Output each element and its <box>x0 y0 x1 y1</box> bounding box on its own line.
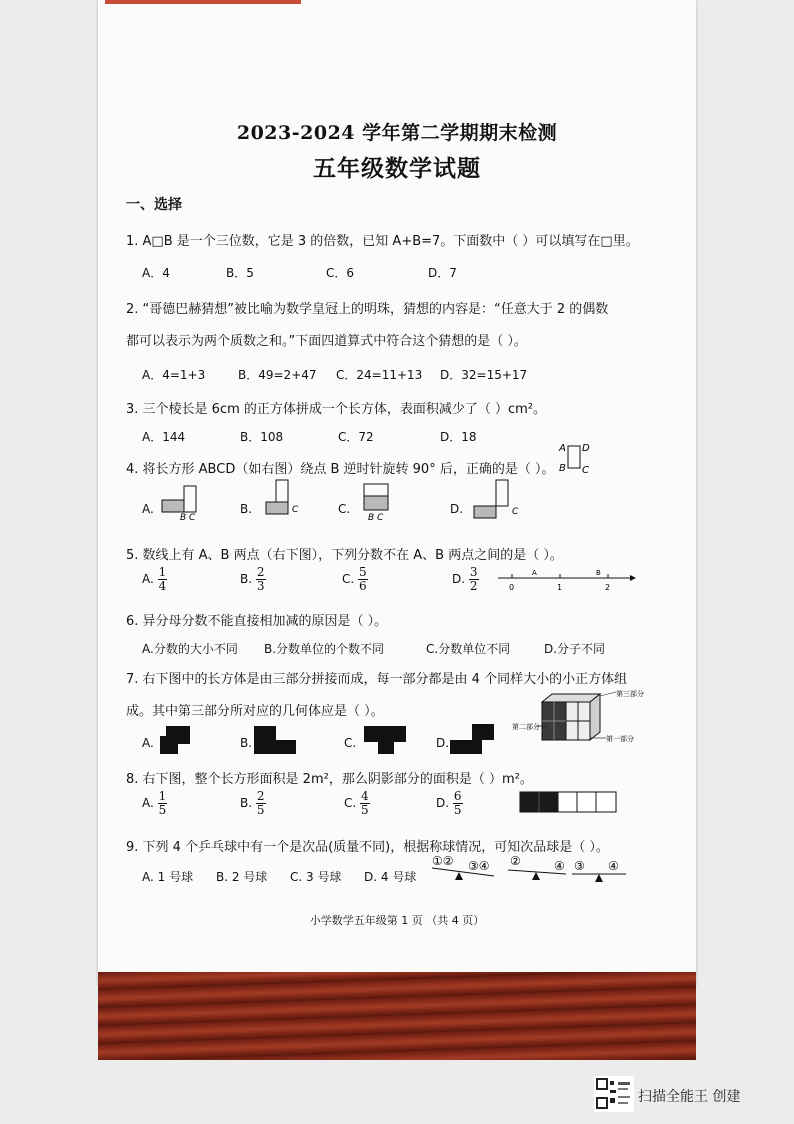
q2-option-c: C．24=11+13 <box>336 368 423 382</box>
q1-option-c: C．6 <box>326 266 355 280</box>
q4-option-b-figure <box>260 474 310 520</box>
q3-option-d: D．18 <box>440 430 477 444</box>
question-3: 3. 三个棱长是 6cm 的正方体拼成一个长方体，表面积减少了（ ）cm²。 <box>126 402 547 417</box>
q9-scale-3-right: ④ <box>608 859 619 873</box>
q8-option-a: A. $\frac{1}{5}$ <box>142 789 167 817</box>
q8-option-c: C. $\frac{4}{5}$ <box>344 789 369 817</box>
q5-tick-2: 2 <box>605 583 611 592</box>
q5-tick-0: 0 <box>509 583 515 592</box>
q9-scale-2-left: ② <box>510 854 521 868</box>
q5-point-b: B <box>596 569 601 577</box>
q8-rectangle-figure <box>518 790 620 816</box>
question-2-line-2: 都可以表示为两个质数之和。”下面四道算式中符合这个猜想的是（ ）。 <box>126 334 527 349</box>
q2-option-a: A．4=1+3 <box>142 368 206 382</box>
q6-option-b: B.分数单位的个数不同 <box>264 642 385 656</box>
question-5: 5. 数线上有 A、B 两点（右下图），下列分数不在 A、B 两点之间的是（ ）。 <box>126 548 563 563</box>
q9-option-c: C. 3 号球 <box>290 870 342 884</box>
question-1: 1. A□B 是一个三位数，它是 3 的倍数，已知 A+B=7。下面数中（ ）可以填写在□里。 <box>126 234 639 249</box>
q7-option-a: A. <box>142 736 154 750</box>
svg-text:C: C <box>512 507 519 517</box>
q9-scale-3-left: ③ <box>574 859 585 873</box>
q4-option-a-figure <box>156 478 216 524</box>
q3-option-c: C．72 <box>338 430 374 444</box>
q9-scale-1-right: ③④ <box>468 859 490 873</box>
q6-option-d: D.分子不同 <box>544 642 606 656</box>
q4-option-b: B. <box>240 502 253 516</box>
q7-option-d: D. <box>436 736 450 750</box>
top-edge-strip <box>105 0 301 4</box>
question-6: 6. 异分母分数不能直接相加减的原因是（ ）。 <box>126 614 388 629</box>
exam-subtitle: 五年级数学试题 <box>313 155 481 182</box>
q7-option-b-shape <box>250 722 300 758</box>
q7-option-a-shape <box>156 722 196 758</box>
q4-label-b: B <box>559 463 566 474</box>
svg-text:C: C <box>292 505 299 515</box>
q5-number-line <box>494 566 636 594</box>
q4-option-d-figure <box>470 474 526 520</box>
svg-text:B C: B C <box>368 513 384 523</box>
q6-option-c: C.分数单位不同 <box>426 642 511 656</box>
q5-option-b: B. $\frac{2}{3}$ <box>240 565 265 593</box>
q6-option-a: A.分数的大小不同 <box>142 642 238 656</box>
q7-option-c-shape <box>360 722 410 758</box>
q4-option-a: A. <box>142 502 154 516</box>
q5-option-c: C. $\frac{5}{6}$ <box>342 565 367 593</box>
q8-option-b: B. $\frac{2}{5}$ <box>240 789 265 817</box>
q7-option-d-shape <box>446 720 498 760</box>
q8-option-d: D. $\frac{6}{5}$ <box>436 789 462 817</box>
wooden-table <box>98 972 696 1060</box>
q3-option-b: B．108 <box>240 430 284 444</box>
svg-text:B C: B C <box>180 513 196 523</box>
q2-option-d: D．32=15+17 <box>440 368 528 382</box>
question-9: 9. 下列 4 个乒乓球中有一个是次品(质量不同)，根据称球情况，可知次品球是（ ）。 <box>126 840 609 855</box>
q9-option-a: A. 1 号球 <box>142 870 194 884</box>
q5-point-a: A <box>532 569 537 577</box>
q7-cuboid-figure <box>512 688 652 750</box>
exam-title: 2023-2024 学年第二学期期末检测 <box>236 122 558 144</box>
q1-option-b: B．5 <box>226 266 254 280</box>
q9-scale-2-right: ④ <box>554 859 565 873</box>
q5-option-a-fraction: $\frac{1}{4}$ <box>158 565 167 593</box>
page-footer: 小学数学五年级第 1 页 （共 4 页） <box>309 914 485 927</box>
question-2-line-1: 2. “哥德巴赫猜想”被比喻为数学皇冠上的明珠，猜想的内容是：“任意大于 2 的偶数 <box>126 302 609 317</box>
q5-tick-1: 1 <box>557 583 563 592</box>
question-8: 8. 右下图，整个长方形面积是 2m²，那么阴影部分的面积是（ ）m²。 <box>126 772 533 787</box>
question-7-line-1: 7. 右下图中的长方体是由三部分拼接而成，每一部分都是由 4 个同样大小的小正方体组 <box>126 672 628 687</box>
q9-scale-1-left: ①② <box>432 854 454 868</box>
q4-label-c: C <box>582 465 589 476</box>
question-7-line-2: 成。其中第三部分所对应的几何体应是（ ）。 <box>126 704 384 719</box>
q7-label-part-1: 第一部分 <box>606 735 634 743</box>
q1-option-d: D．7 <box>428 266 457 280</box>
q5-option-a <box>142 566 167 593</box>
q5-option-d: D. $\frac{3}{2}$ <box>452 565 478 593</box>
question-4: 4. 将长方形 ABCD（如右图）绕点 B 逆时针旋转 90° 后，正确的是（ ）。 <box>126 462 555 477</box>
q4-option-d: D. <box>450 502 464 516</box>
scanner-watermark: 扫描全能王 创建 <box>638 1089 741 1105</box>
q7-option-b: B. <box>240 736 253 750</box>
q4-original-rectangle <box>556 440 596 478</box>
q5-option-a-letter: A. <box>142 572 154 586</box>
section-heading: 一、选择 <box>126 197 182 213</box>
q4-option-c: C. <box>338 502 351 516</box>
q4-label-d: D <box>582 443 590 454</box>
q9-option-d: D. 4 号球 <box>364 870 417 884</box>
q4-option-c-figure <box>356 478 406 524</box>
q4-label-a: A <box>559 443 566 454</box>
q7-label-part-3: 第三部分 <box>616 690 644 698</box>
q7-label-part-2: 第二部分 <box>512 723 540 731</box>
q2-option-b: B．49=2+47 <box>238 368 317 382</box>
q7-option-c: C. <box>344 736 357 750</box>
q9-option-b: B. 2 号球 <box>216 870 268 884</box>
qr-code-icon <box>594 1076 634 1112</box>
q1-option-a: A．4 <box>142 266 170 280</box>
q9-balance-figures <box>430 852 630 888</box>
q3-option-a: A．144 <box>142 430 186 444</box>
